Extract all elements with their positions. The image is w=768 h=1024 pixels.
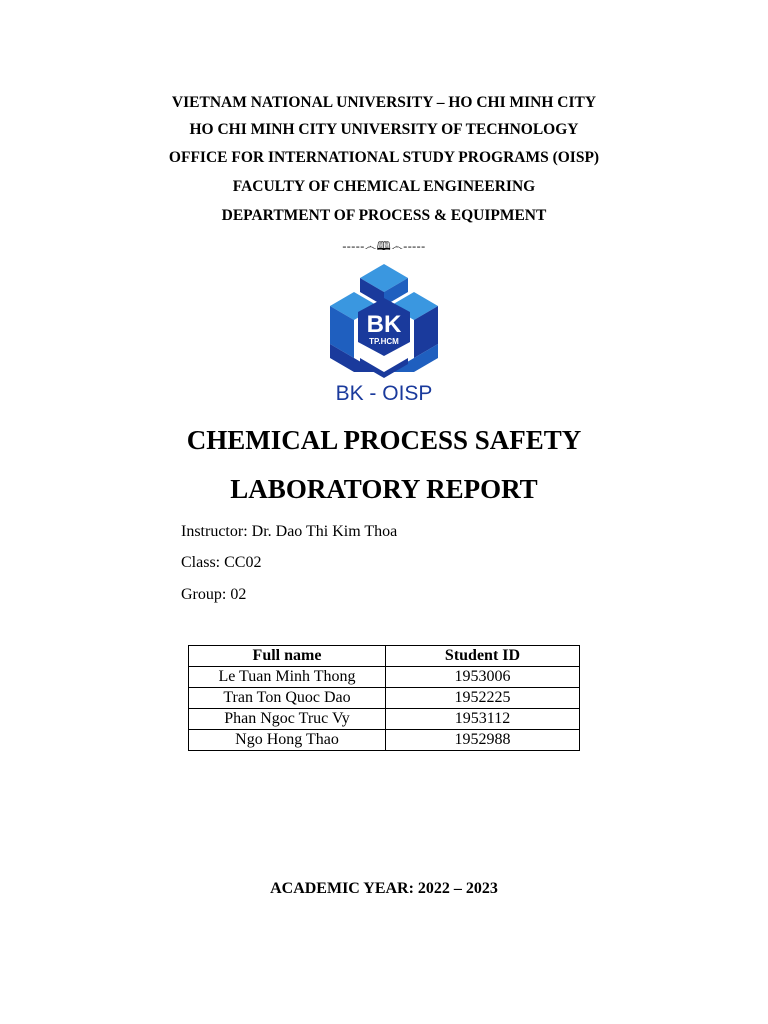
member-name: Ngo Hong Thao [189,730,386,751]
member-id: 1953006 [386,667,580,688]
member-name: Le Tuan Minh Thong [189,667,386,688]
table-row [189,688,580,709]
header-faculty: FACULTY OF CHEMICAL ENGINEERING [232,178,536,195]
logo-bk-text: BK [366,311,402,338]
group-text: Group: 02 [181,586,247,603]
logo-tphcm-text: TP.HCM [369,337,399,346]
header-office: OFFICE FOR INTERNATIONAL STUDY PROGRAMS (OISP) [168,149,600,166]
logo-bottom-face [360,358,408,378]
header-department: DEPARTMENT OF PROCESS & EQUIPMENT [221,207,547,224]
table-header-row [189,646,580,667]
member-id: 1952225 [386,688,580,709]
member-name: Tran Ton Quoc Dao [189,688,386,709]
ornament-divider: -----෴🕮෴----- [342,239,426,253]
column-header-student-id: Student ID [386,646,580,667]
bk-logo-graphic [326,262,442,408]
table-row [189,667,580,688]
bk-oisp-logo [326,262,442,408]
member-id: 1952988 [386,730,580,751]
logo-caption: BK - OISP [335,382,433,405]
member-id: 1953112 [386,709,580,730]
members-table [188,645,580,751]
column-header-full-name: Full name [189,646,386,667]
report-title-line1: CHEMICAL PROCESS SAFETY [186,425,582,455]
instructor-text: Instructor: Dr. Dao Thi Kim Thoa [181,523,398,540]
report-title-line2: LABORATORY REPORT [230,474,538,504]
header-school: HO CHI MINH CITY UNIVERSITY OF TECHNOLOGY [189,121,579,138]
header-university: VIETNAM NATIONAL UNIVERSITY – HO CHI MINH CITY [171,94,597,111]
table-row [189,709,580,730]
academic-year: ACADEMIC YEAR: 2022 – 2023 [270,880,498,897]
member-name: Phan Ngoc Truc Vy [189,709,386,730]
class-text: Class: CC02 [181,554,262,571]
table-row [189,730,580,751]
